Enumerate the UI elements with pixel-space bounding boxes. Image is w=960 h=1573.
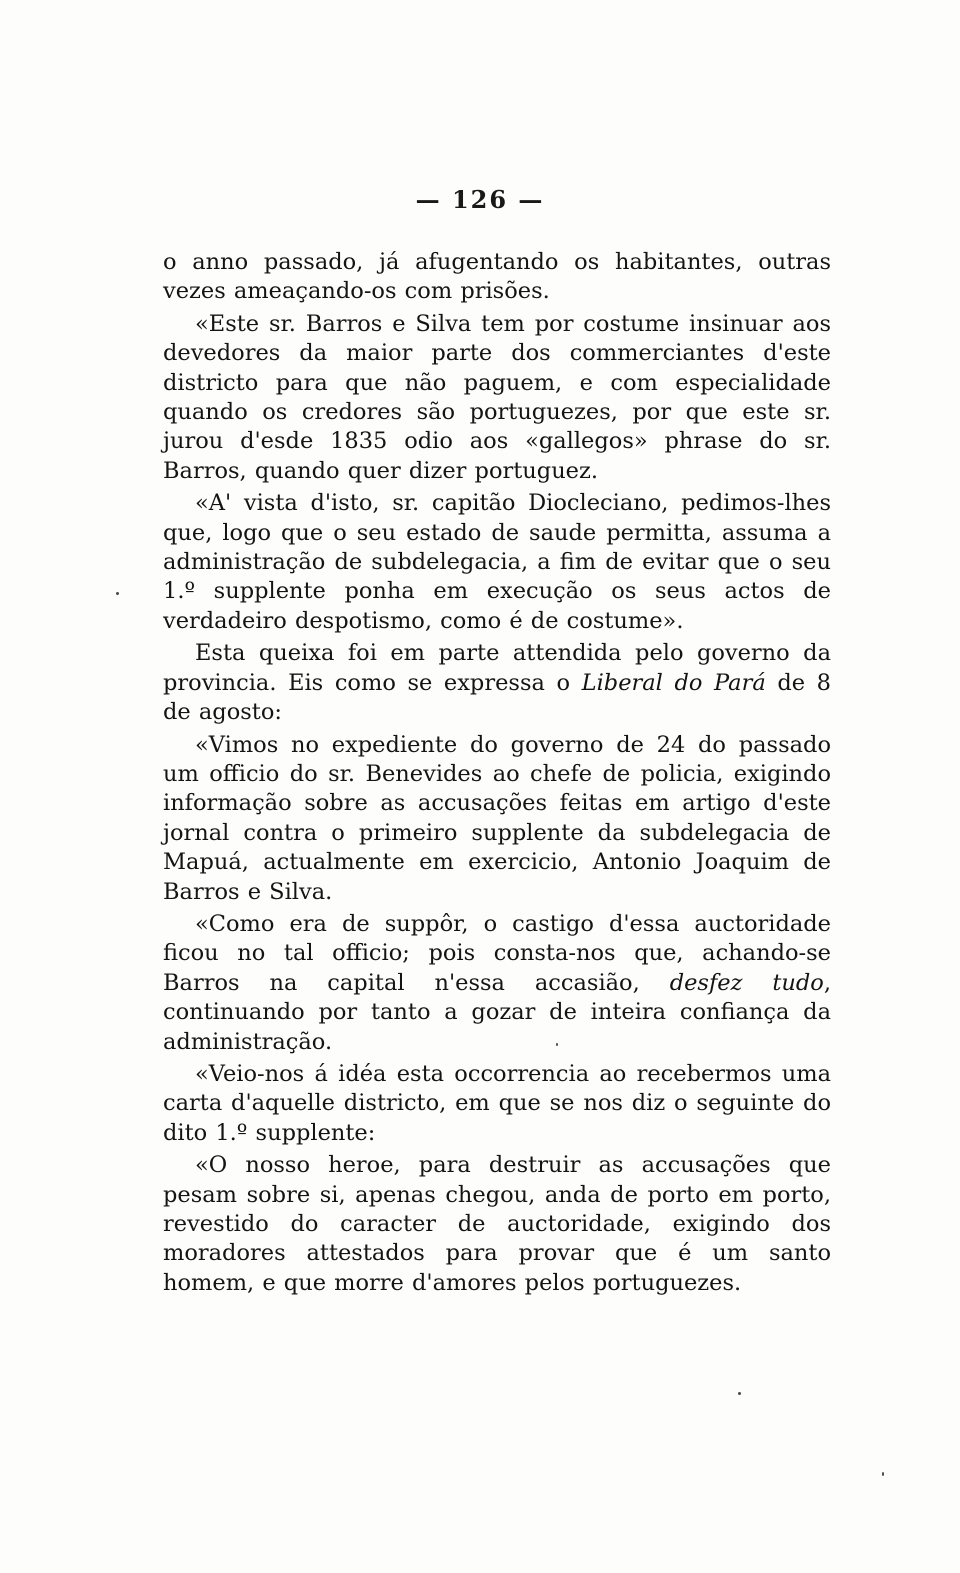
scan-speck	[738, 1392, 741, 1395]
paragraph-text: «Veio-nos á idéa esta occorrencia ao recebermos uma carta d'aquelle districto, em que se nos diz o seguinte do dito 1.º supplente:	[163, 1060, 831, 1146]
paragraph-text: «Este sr. Barros e Silva tem por costume insinuar aos devedores da maior parte dos commerciantes d'este districto para que não paguem, e com especialidade quando os credores são portuguezes, por que este sr. jurou d'esde 1835 odio aos «gallegos» phrase do sr. Barros, quando quer dizer portuguez.	[163, 310, 831, 484]
scan-speck	[116, 592, 119, 595]
paragraph-text: «Como era de suppôr, o castigo d'essa auctoridade ficou no tal officio; pois consta-nos que, achando-se Barros na capital n'essa accasião,	[163, 910, 831, 996]
paragraph-text: , continuando por tanto a gozar de inteira confiança da administração.	[163, 969, 832, 1055]
paragraph-text: «Vimos no expediente do governo de 24 do passado um officio do sr. Benevides ao chefe de policia, exigindo informação sobre as accusações feitas em artigo d'este jornal contra o primeiro supplente da subdelegacia de Mapuá, actualmente em exercicio, Antonio Joaquim de Barros e Silva.	[163, 731, 831, 905]
paragraph	[163, 248, 831, 307]
paragraph	[163, 310, 831, 486]
paragraph-text: de 8 de agosto:	[163, 669, 831, 726]
text-block	[163, 248, 831, 1298]
paragraph-text: «A' vista d'isto, sr. capitão Diocleciano, pedimos-lhes que, logo que o seu estado de saude permitta, assuma a administração de subdelegacia, a fim de evitar que o seu 1.º supplente ponha em execução os seus actos de verdadeiro despotismo, como é de costume».	[163, 490, 831, 634]
paragraph	[163, 1151, 831, 1298]
paragraph	[163, 1060, 831, 1148]
italic-phrase: desfez tudo	[669, 969, 824, 996]
paragraph	[163, 639, 831, 727]
paragraph	[163, 910, 831, 1057]
paragraph-text: Esta queixa foi em parte attendida pelo governo da provincia. Eis como se expressa o	[163, 640, 831, 696]
paragraph	[163, 731, 831, 907]
italic-citation: Liberal do Pará	[581, 669, 766, 696]
scan-speck	[882, 1472, 884, 1476]
paragraph-text: «O nosso heroe, para destruir as accusações que pesam sobre si, apenas chegou, anda de porto em porto, revestido do caracter de auctoridade, exigindo dos moradores attestados para provar que é um santo homem, e que morre d'amores pelos portuguezes.	[163, 1152, 831, 1296]
page-number: — 126 —	[415, 185, 545, 214]
paragraph	[163, 489, 831, 636]
paragraph-text: o anno passado, já afugentando os habitantes, outras vezes ameaçando-os com prisões.	[163, 249, 831, 305]
scan-speck	[556, 1043, 558, 1046]
